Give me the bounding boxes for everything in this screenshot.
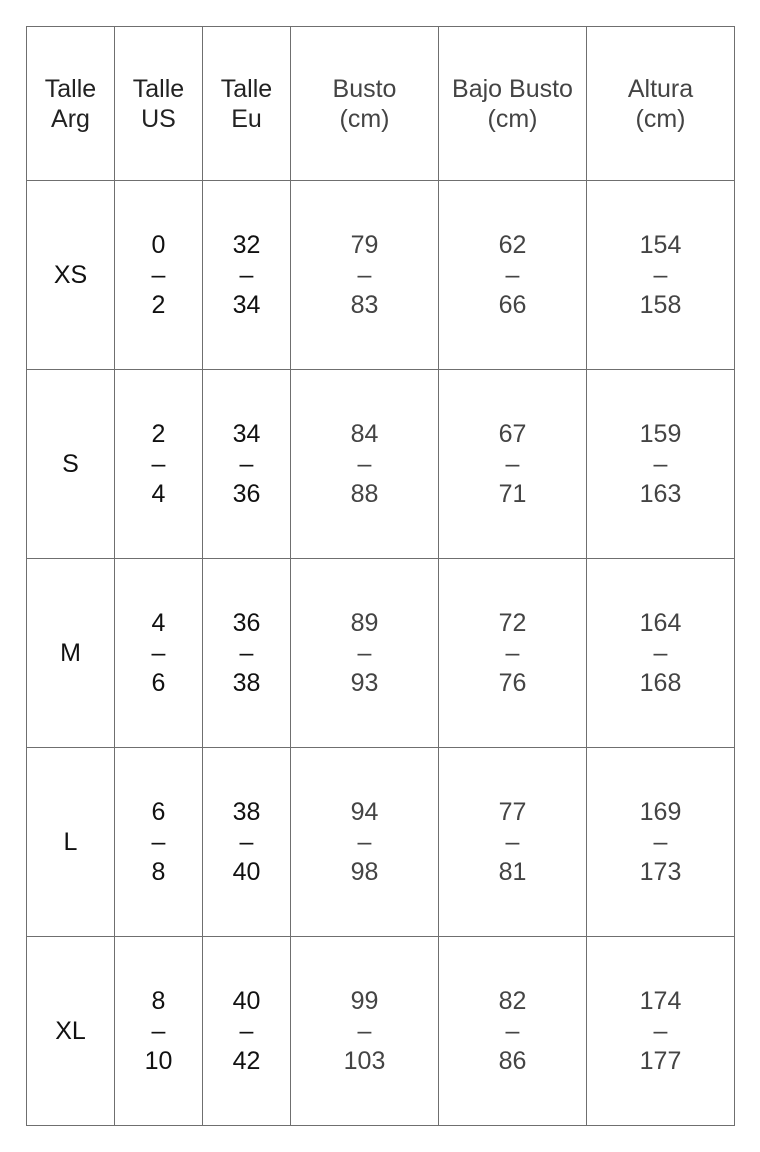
- cell-bajo-busto: [439, 181, 587, 370]
- header-talle-arg: [27, 27, 115, 181]
- range-separator: –: [653, 450, 668, 478]
- range-separator: –: [151, 828, 166, 856]
- range-min: 99: [350, 987, 379, 1015]
- range-min: 36: [232, 609, 261, 637]
- header-line: Talle: [220, 74, 273, 103]
- range-separator: –: [357, 261, 372, 289]
- range-separator: –: [239, 450, 254, 478]
- range-separator: –: [653, 828, 668, 856]
- cell-talle-arg: [27, 559, 115, 748]
- range-min: 67: [498, 420, 527, 448]
- range-max: 42: [232, 1047, 261, 1075]
- range-max: 163: [639, 480, 682, 508]
- range-max: 76: [498, 669, 527, 697]
- cell-talle-us: [115, 937, 203, 1126]
- range-max: 36: [232, 480, 261, 508]
- range-max: 8: [151, 858, 166, 886]
- range-min: 154: [639, 231, 682, 259]
- cell-bajo-busto: [439, 559, 587, 748]
- range-min: 79: [350, 231, 379, 259]
- range-min: 82: [498, 987, 527, 1015]
- table-row: [27, 748, 735, 937]
- range-separator: –: [151, 639, 166, 667]
- cell-altura: [587, 370, 735, 559]
- cell-talle-eu: [203, 748, 291, 937]
- range-min: 159: [639, 420, 682, 448]
- range-min: 38: [232, 798, 261, 826]
- size-label: L: [63, 828, 78, 856]
- table-row: [27, 370, 735, 559]
- range-max: 38: [232, 669, 261, 697]
- header-line: Busto: [332, 74, 397, 103]
- cell-talle-us: [115, 181, 203, 370]
- cell-talle-arg: [27, 370, 115, 559]
- range-max: 4: [151, 480, 166, 508]
- range-separator: –: [239, 639, 254, 667]
- cell-busto: [291, 748, 439, 937]
- header-line: Altura: [627, 74, 694, 103]
- cell-talle-us: [115, 748, 203, 937]
- range-min: 72: [498, 609, 527, 637]
- range-min: 174: [639, 987, 682, 1015]
- header-bajo-busto: [439, 27, 587, 181]
- size-label: XL: [55, 1017, 86, 1045]
- range-max: 10: [144, 1047, 173, 1075]
- cell-busto: [291, 181, 439, 370]
- range-min: 77: [498, 798, 527, 826]
- range-separator: –: [151, 450, 166, 478]
- range-min: 8: [151, 987, 166, 1015]
- cell-talle-us: [115, 559, 203, 748]
- size-label: M: [60, 639, 81, 667]
- range-max: 81: [498, 858, 527, 886]
- range-max: 71: [498, 480, 527, 508]
- cell-talle-arg: [27, 181, 115, 370]
- cell-talle-eu: [203, 559, 291, 748]
- table-row: [27, 937, 735, 1126]
- range-max: 40: [232, 858, 261, 886]
- range-separator: –: [357, 1017, 372, 1045]
- range-separator: –: [505, 1017, 520, 1045]
- range-separator: –: [653, 261, 668, 289]
- range-separator: –: [653, 1017, 668, 1045]
- range-min: 0: [151, 231, 166, 259]
- header-line: Talle: [44, 74, 97, 103]
- range-separator: –: [151, 261, 166, 289]
- range-max: 98: [350, 858, 379, 886]
- range-max: 66: [498, 291, 527, 319]
- cell-bajo-busto: [439, 748, 587, 937]
- cell-busto: [291, 370, 439, 559]
- size-label: XS: [53, 261, 88, 289]
- range-max: 86: [498, 1047, 527, 1075]
- header-line: (cm): [339, 104, 390, 133]
- cell-talle-arg: [27, 937, 115, 1126]
- cell-bajo-busto: [439, 370, 587, 559]
- range-min: 94: [350, 798, 379, 826]
- range-max: 88: [350, 480, 379, 508]
- range-separator: –: [505, 261, 520, 289]
- range-min: 169: [639, 798, 682, 826]
- size-label: S: [62, 450, 79, 478]
- range-separator: –: [357, 828, 372, 856]
- size-chart-table: [26, 26, 735, 1126]
- range-min: 62: [498, 231, 527, 259]
- header-talle-eu: [203, 27, 291, 181]
- table-row: [27, 181, 735, 370]
- range-min: 34: [232, 420, 261, 448]
- range-min: 4: [151, 609, 166, 637]
- range-separator: –: [357, 450, 372, 478]
- cell-altura: [587, 181, 735, 370]
- range-separator: –: [239, 261, 254, 289]
- table-row: [27, 559, 735, 748]
- range-separator: –: [505, 639, 520, 667]
- header-line: Eu: [231, 104, 262, 133]
- range-max: 103: [343, 1047, 386, 1075]
- range-separator: –: [505, 450, 520, 478]
- header-talle-us: [115, 27, 203, 181]
- cell-busto: [291, 937, 439, 1126]
- header-row: [27, 27, 735, 181]
- header-line: Arg: [51, 104, 90, 133]
- range-max: 2: [151, 291, 166, 319]
- range-separator: –: [239, 1017, 254, 1045]
- range-separator: –: [653, 639, 668, 667]
- range-max: 83: [350, 291, 379, 319]
- table-body: [27, 181, 735, 1126]
- range-min: 2: [151, 420, 166, 448]
- range-min: 89: [350, 609, 379, 637]
- cell-talle-us: [115, 370, 203, 559]
- range-min: 6: [151, 798, 166, 826]
- header-busto: [291, 27, 439, 181]
- cell-altura: [587, 559, 735, 748]
- range-separator: –: [505, 828, 520, 856]
- cell-talle-eu: [203, 937, 291, 1126]
- range-min: 32: [232, 231, 261, 259]
- range-min: 40: [232, 987, 261, 1015]
- range-separator: –: [239, 828, 254, 856]
- cell-talle-arg: [27, 748, 115, 937]
- cell-talle-eu: [203, 370, 291, 559]
- header-line: Bajo Busto: [452, 74, 573, 103]
- range-max: 6: [151, 669, 166, 697]
- range-max: 177: [639, 1047, 682, 1075]
- cell-altura: [587, 937, 735, 1126]
- range-max: 168: [639, 669, 682, 697]
- header-line: US: [141, 104, 176, 133]
- header-altura: [587, 27, 735, 181]
- header-line: (cm): [635, 104, 686, 133]
- range-max: 158: [639, 291, 682, 319]
- range-max: 34: [232, 291, 261, 319]
- range-max: 173: [639, 858, 682, 886]
- cell-bajo-busto: [439, 937, 587, 1126]
- range-min: 164: [639, 609, 682, 637]
- range-separator: –: [151, 1017, 166, 1045]
- header-line: (cm): [487, 104, 538, 133]
- cell-busto: [291, 559, 439, 748]
- header-line: Talle: [132, 74, 185, 103]
- table-header: [27, 27, 735, 181]
- range-separator: –: [357, 639, 372, 667]
- cell-talle-eu: [203, 181, 291, 370]
- cell-altura: [587, 748, 735, 937]
- range-min: 84: [350, 420, 379, 448]
- range-max: 93: [350, 669, 379, 697]
